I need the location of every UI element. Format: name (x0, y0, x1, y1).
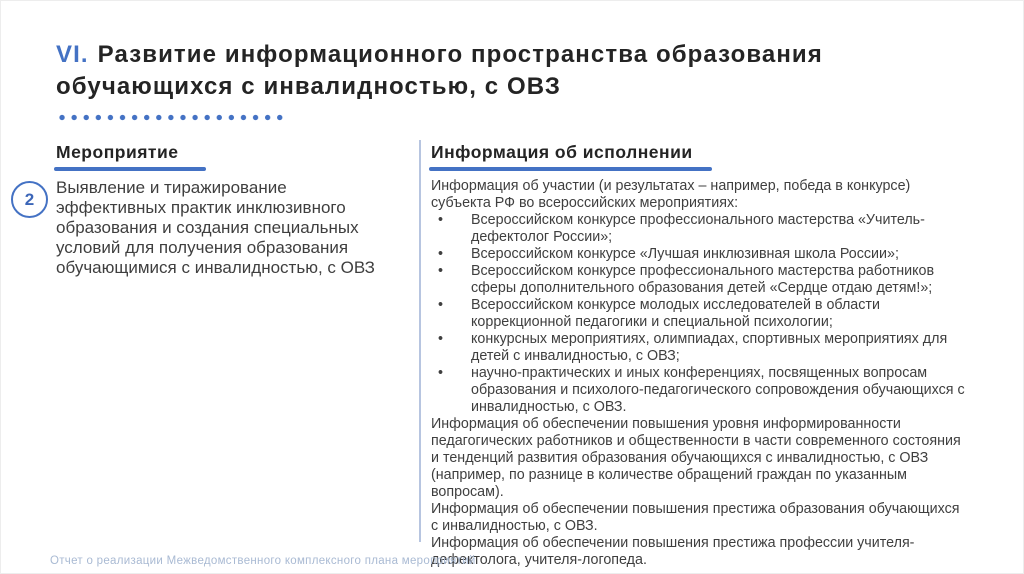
bullet-item: • конкурсных мероприятиях, олимпиадах, спортивных мероприятиях для детей с инвалидностью, с ОВЗ; (431, 331, 969, 365)
bullet-item: • Всероссийском конкурсе «Лучшая инклюзивная школа России»; (431, 246, 969, 263)
event-description: Выявление и тиражирование эффективных практик инклюзивного образования и создания специальных условий для получения образования обучающимися с инвалидностью, с ОВЗ (56, 178, 375, 277)
bullet-item: • Всероссийском конкурсе профессионального мастерства работников сферы дополнительного образования детей «Сердце отдаю детям!»; (431, 263, 969, 297)
execution-paragraph: Информация об обеспечении повышения престижа профессии учителя-дефектолога, учителя-логопеда. (431, 535, 915, 568)
column-divider (419, 140, 421, 542)
bullet-item: • Всероссийском конкурсе профессионального мастерства «Учитель-дефектолог России»; (431, 212, 969, 246)
section-number: VI. (56, 41, 89, 68)
bullet-item: • научно-практических и иных конференциях, посвященных вопросам образования и психолого-педагогического сопровождения обучающихся с инвалидностью, с ОВЗ. (431, 365, 969, 416)
execution-intro: Информация об участии (и результатах – например, победа в конкурсе) субъекта РФ во всероссийских мероприятиях: (431, 178, 911, 211)
column-header-execution: Информация об исполнении (431, 142, 693, 162)
execution-info (431, 178, 969, 569)
execution-bullet-list (431, 212, 969, 416)
title-line-2: обучающихся с инвалидностью, с ОВЗ (56, 73, 562, 100)
execution-paragraph: Информация об обеспечении повышения престижа образования обучающихся с инвалидностью, с ОВЗ. (431, 501, 960, 534)
column-header-events: Мероприятие (56, 142, 179, 162)
dotted-divider (56, 114, 287, 121)
bullet-item: • Всероссийском конкурсе молодых исследователей в области коррекционной педагогики и специальной психологии; (431, 297, 969, 331)
footer-note: Отчет о реализации Межведомственного комплексного плана мероприятий (50, 555, 476, 567)
title-line-1: Развитие информационного пространства образования (97, 41, 823, 68)
page-title (56, 39, 896, 103)
header-underline-right (429, 167, 712, 171)
item-number-badge: 2 (11, 181, 48, 218)
header-underline-left (54, 167, 206, 171)
execution-paragraph: Информация об обеспечении повышения уровня информированности педагогических работников и общественности в части современного состояния и тенденций развития образования обучающихся с инвалидностью, с ОВЗ (например, по разнице в количестве обращений граждан по указанным вопросам). (431, 416, 961, 500)
